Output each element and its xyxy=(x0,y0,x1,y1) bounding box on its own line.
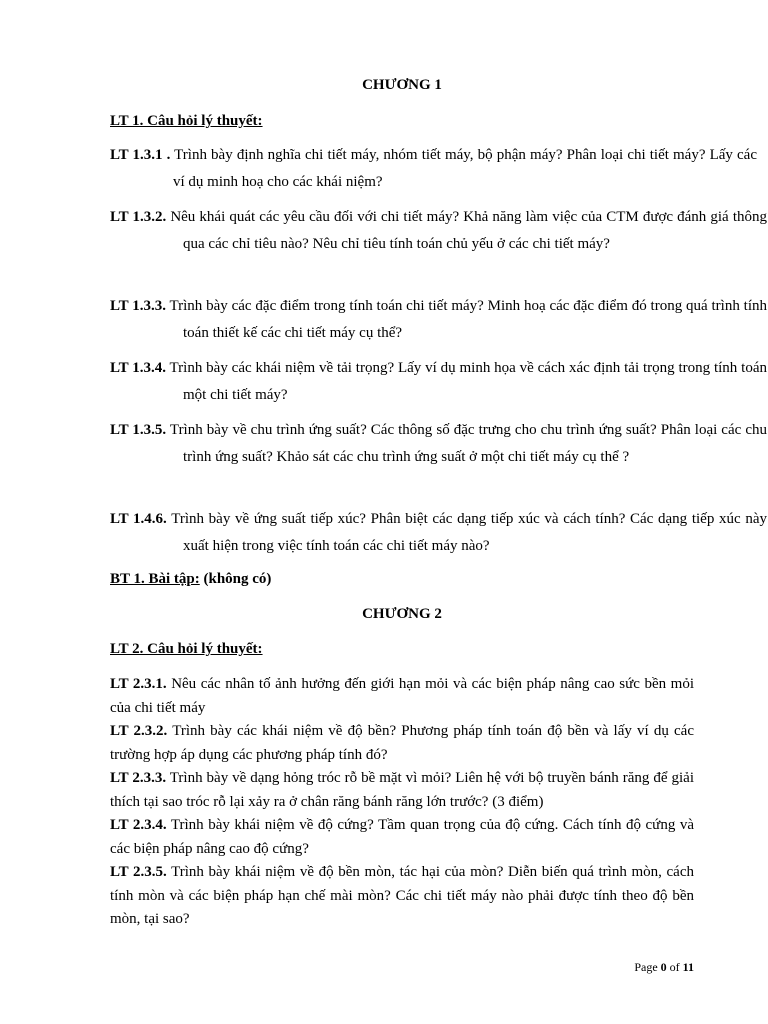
question-text: Trình bày về ứng suất tiếp xúc? Phân biệt các dạng tiếp xúc và cách tính? Các dạng tiếp xúc này xuất hiện trong việc tính toán các chi tiết máy nào? xyxy=(166,511,767,554)
question-lt-2-3-5 xyxy=(110,861,694,932)
question-lt-2-3-1 xyxy=(110,673,694,720)
question-lt-2-3-3 xyxy=(110,767,694,814)
question-number: LT 2.3.4. xyxy=(110,817,167,833)
question-lt-1-3-1 xyxy=(110,142,757,196)
question-number: LT 1.3.5. xyxy=(110,422,167,438)
theory-label-text: LT 1. Câu hỏi lý thuyết: xyxy=(110,113,263,129)
question-lt-1-4-6 xyxy=(110,506,767,560)
question-number: LT 2.3.1. xyxy=(110,676,167,692)
exercise-label-text: BT 1. Bài tập: xyxy=(110,571,200,587)
question-lt-2-3-2 xyxy=(110,720,694,767)
question-number: LT 1.3.3. xyxy=(110,298,166,314)
footer-total-pages: 11 xyxy=(682,960,694,974)
chapter-1-exercise-label xyxy=(110,570,271,588)
page-footer xyxy=(560,960,694,974)
chapter-2-title: CHƯƠNG 2 xyxy=(362,606,442,622)
question-text: Trình bày khái niệm về độ cứng? Tầm quan trọng của độ cứng. Cách tính độ cứng và các biện pháp nâng cao độ cứng? xyxy=(110,817,694,857)
footer-page-word: Page xyxy=(634,960,658,974)
question-number: LT 1.3.4. xyxy=(110,360,166,376)
question-lt-2-3-4 xyxy=(110,814,694,861)
question-number: LT 1.3.2. xyxy=(110,209,167,225)
question-text: Trình bày các đặc điểm trong tính toán chi tiết máy? Minh hoạ các đặc điểm đó trong quá trình tính toán thiết kế các chi tiết máy cụ thể? xyxy=(165,298,767,341)
question-lt-1-3-4 xyxy=(110,355,767,409)
question-lt-1-3-3 xyxy=(110,293,767,347)
question-text: Trình bày khái niệm về độ bền mòn, tác hại của mòn? Diễn biến quá trình mòn, cách tính mòn và các biện pháp hạn chế mài mòn? Các chi tiết máy nào phải được tính theo độ bền mòn, tại sao? xyxy=(110,864,694,927)
theory-label-text: LT 2. Câu hỏi lý thuyết: xyxy=(110,641,263,657)
question-number: LT 1.3.1 . xyxy=(110,147,171,163)
question-lt-1-3-2 xyxy=(110,204,767,258)
question-lt-1-3-5 xyxy=(110,417,767,471)
question-text: Nêu các nhân tố ảnh hưởng đến giới hạn mỏi và các biện pháp nâng cao sức bền mỏi của chi tiết máy xyxy=(110,676,694,716)
question-number: LT 2.3.3. xyxy=(110,770,167,786)
question-number: LT 2.3.2. xyxy=(110,723,168,739)
question-number: LT 1.4.6. xyxy=(110,511,167,527)
chapter-1-title: CHƯƠNG 1 xyxy=(362,77,442,93)
question-text: Trình bày về dạng hỏng tróc rỗ bề mặt vì mỏi? Liên hệ với bộ truyền bánh răng để giải thích tại sao tróc rỗ lại xảy ra ở chân răng bánh răng lớn trước? (3 điểm) xyxy=(110,770,694,810)
question-text: Trình bày các khái niệm về độ bền? Phương pháp tính toán độ bền và lấy ví dụ các trường hợp áp dụng các phương pháp tính đó? xyxy=(110,723,694,763)
question-text: Nêu khái quát các yêu cầu đối với chi tiết máy? Khả năng làm việc của CTM được đánh giá thông qua các chỉ tiêu nào? Nêu chỉ tiêu tính toán chủ yếu ở các chi tiết máy? xyxy=(166,209,767,252)
question-number: LT 2.3.5. xyxy=(110,864,167,880)
footer-of-word: of xyxy=(669,960,680,974)
question-text: Trình bày về chu trình ứng suất? Các thông số đặc trưng cho chu trình ứng suất? Phân loại các chu trình ứng suất? Khảo sát các chu trình ứng suất ở một chi tiết máy cụ thể ? xyxy=(166,422,767,465)
chapter-1-theory-label xyxy=(110,112,263,130)
footer-current-page: 0 xyxy=(660,960,667,974)
question-text: Trình bày các khái niệm về tải trọng? Lấy ví dụ minh họa về cách xác định tải trọng trong tính toán một chi tiết máy? xyxy=(165,360,767,403)
question-text: Trình bày định nghĩa chi tiết máy, nhóm tiết máy, bộ phận máy? Phân loại chi tiết máy? Lấy các ví dụ minh hoạ cho các khái niệm? xyxy=(170,147,757,190)
chapter-2-theory-label xyxy=(110,640,263,658)
exercise-note: (không có) xyxy=(199,571,272,587)
